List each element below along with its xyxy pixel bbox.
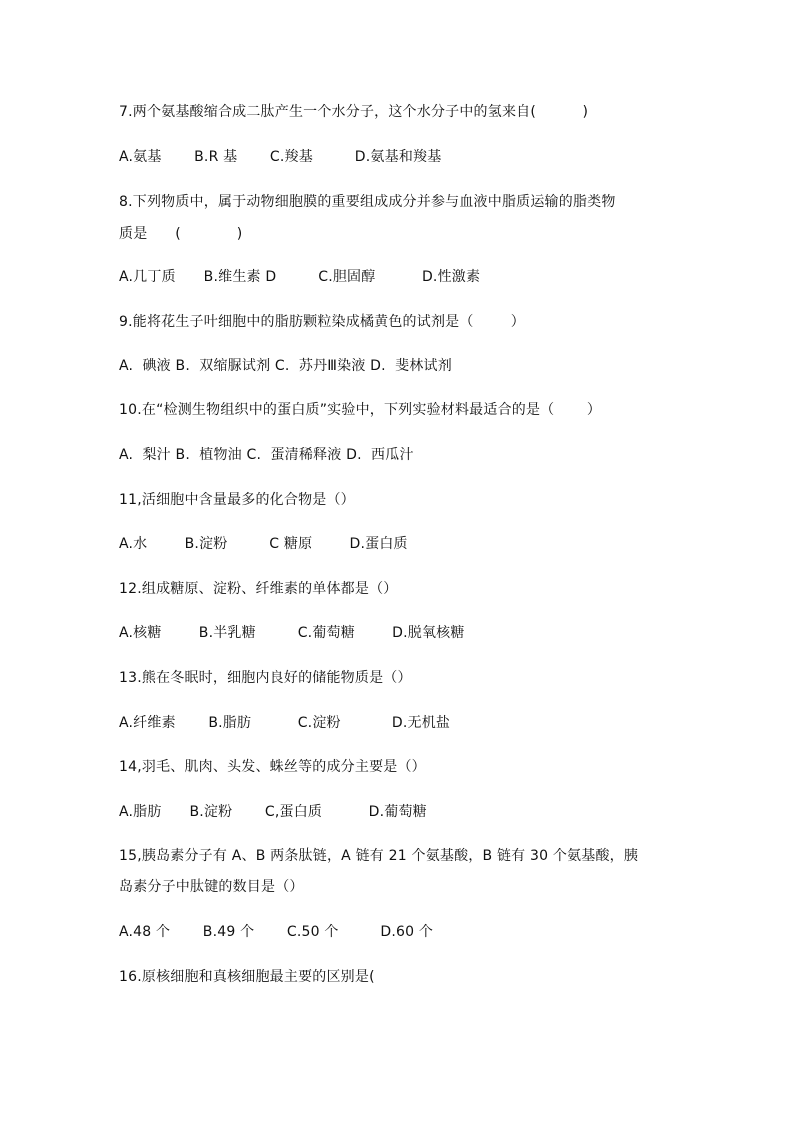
question-11-options: A.水 B.淀粉 C 糖原 D.蛋白质	[119, 536, 408, 552]
question-14-options: A.脂肪 B.淀粉 C,蛋白质 D.葡萄糖	[119, 804, 427, 820]
question-14-stem: 14,羽毛、肌肉、头发、蛛丝等的成分主要是（）	[119, 759, 426, 775]
question-8-stem-line-1: 8.下列物质中，属于动物细胞膜的重要组成成分并参与血液中脂质运输的脂类物	[119, 194, 616, 210]
question-16-stem: 16.原核细胞和真核细胞最主要的区别是(	[119, 969, 375, 985]
question-13-stem: 13.熊在冬眠时，细胞内良好的储能物质是（）	[119, 670, 412, 686]
question-10-stem: 10.在“检测生物组织中的蛋白质”实验中，下列实验材料最适合的是（ ）	[119, 402, 602, 418]
question-9-options: A. 碘液 B. 双缩脲试剂 C. 苏丹Ⅲ染液 D. 斐林试剂	[119, 358, 452, 374]
question-15-stem-line-1: 15,胰岛素分子有 A、B 两条肽链，A 链有 21 个氨基酸，B 链有 30 个氨基酸，胰	[119, 848, 639, 864]
question-13-options: A.纤维素 B.脂肪 C.淀粉 D.无机盐	[119, 715, 451, 731]
question-10-options: A. 梨汁 B. 植物油 C. 蛋清稀释液 D. 西瓜汁	[119, 447, 414, 463]
question-15-options: A.48 个 B.49 个 C.50 个 D.60 个	[119, 924, 434, 940]
question-7-stem: 7.两个氨基酸缩合成二肽产生一个水分子，这个水分子中的氢来自( )	[119, 104, 589, 120]
question-9-stem: 9.能将花生子叶细胞中的脂肪颗粒染成橘黄色的试剂是（ ）	[119, 314, 525, 330]
question-7-options: A.氨基 B.R 基 C.羧基 D.氨基和羧基	[119, 149, 442, 165]
question-15-stem-line-2: 岛素分子中肽键的数目是（）	[119, 879, 304, 895]
question-8-options: A.几丁质 B.维生素 D C.胆固醇 D.性激素	[119, 269, 481, 285]
question-12-options: A.核糖 B.半乳糖 C.葡萄糖 D.脱氧核糖	[119, 625, 465, 641]
question-8-stem-line-2: 质是 ( )	[119, 226, 243, 242]
question-12-stem: 12.组成糖原、淀粉、纤维素的单体都是（）	[119, 581, 398, 597]
question-11-stem: 11,活细胞中含量最多的化合物是（）	[119, 492, 355, 508]
